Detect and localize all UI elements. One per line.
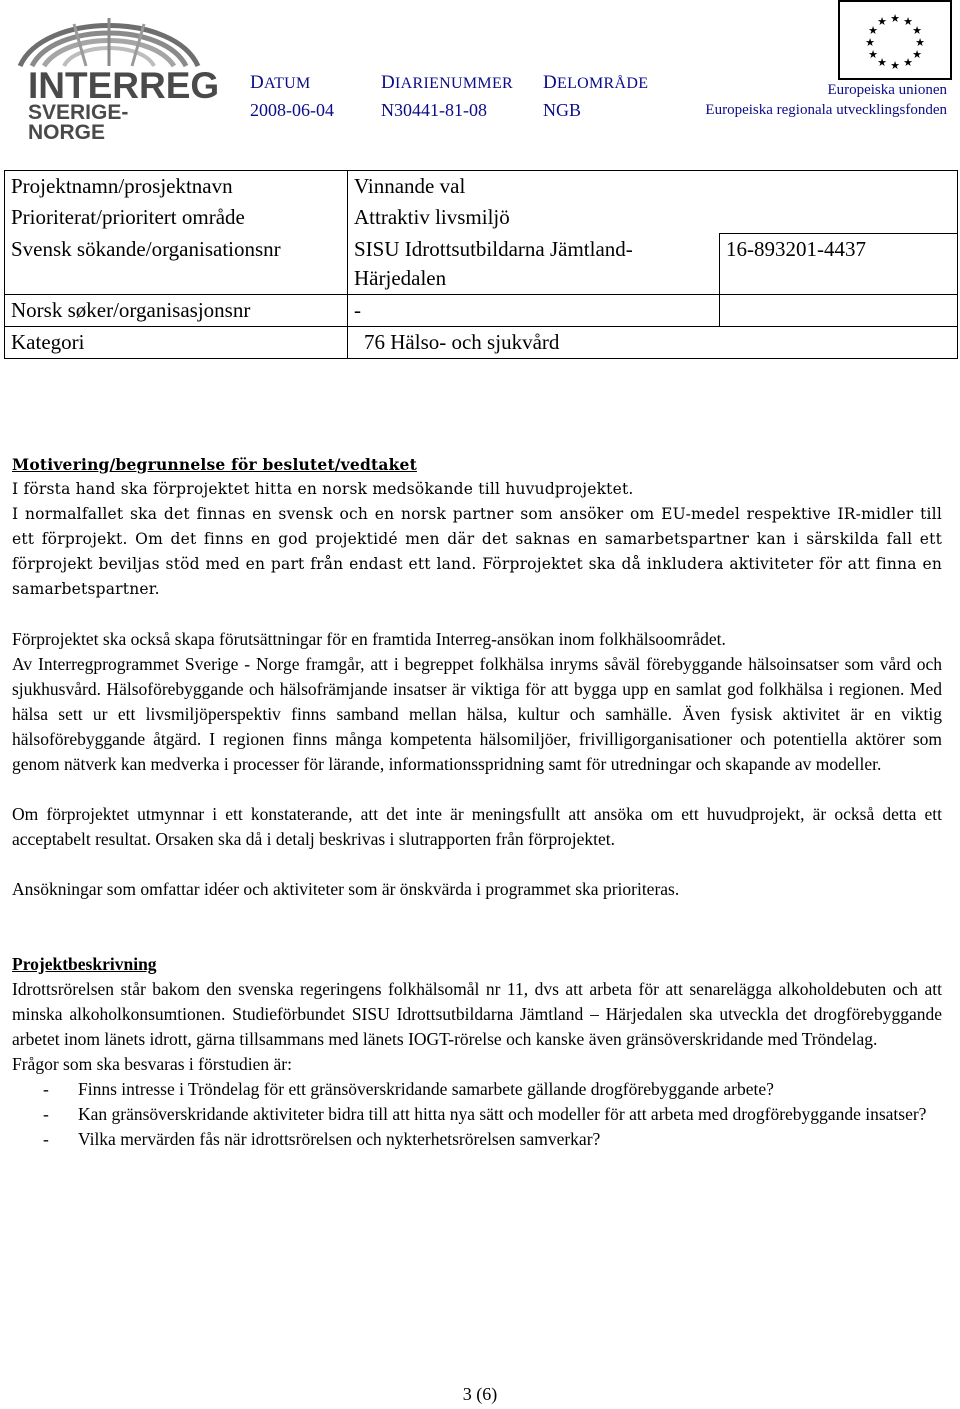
- diary-number-value: N30441-81-08: [381, 100, 487, 120]
- table-row: [5, 326, 958, 358]
- logo-subtitle: SVERIGE-NORGE: [28, 101, 129, 144]
- eu-caption: [705, 80, 947, 120]
- list-item: [12, 1077, 942, 1102]
- svg-text:★: ★: [877, 15, 887, 28]
- svg-text:★: ★: [877, 56, 887, 69]
- empty-cell: [720, 294, 958, 326]
- svg-text:★: ★: [912, 48, 922, 61]
- row-value: Vinnande val: [348, 171, 958, 203]
- list-dash: -: [43, 1104, 49, 1124]
- table-row: [5, 171, 958, 203]
- eu-flag-icon: [838, 0, 952, 80]
- list-dash: -: [43, 1079, 49, 1099]
- org-number: 16-893201-4437: [720, 234, 958, 295]
- eu-line-2: Europeiska regionala utvecklingsfonden: [705, 102, 947, 118]
- motivation-heading: Motivering/begrunnelse för beslutet/vedtaket: [12, 455, 417, 474]
- svg-text:★: ★: [868, 24, 878, 37]
- row-label: Prioriterat/prioritert område: [5, 202, 348, 234]
- list-item-text: Finns intresse i Tröndelag för ett gränsöverskridande samarbete gällande drogförebyggande arbete?: [78, 1079, 774, 1099]
- subarea-value: NGB: [543, 100, 582, 120]
- date-value: 2008-06-04: [250, 100, 334, 120]
- document-body: [12, 452, 942, 1152]
- row-value: SISU Idrottsutbildarna Jämtland-Härjedalen: [348, 234, 720, 295]
- row-value: Attraktiv livsmiljö: [348, 202, 958, 234]
- eu-stars-icon: [840, 2, 950, 78]
- page-number: 3 (6): [462, 1384, 498, 1404]
- table-row: [5, 202, 958, 234]
- body-paragraph-5: Om förprojektet utmynnar i ett konstaterande, att det inte är meningsfullt att ansöka om ett huvudprojekt, är också detta ett acceptabelt resultat. Orsaken ska då i detalj beskrivas i slutrapporten från förprojektet.: [12, 804, 942, 849]
- diary-number-label: DIARIENUMMER: [381, 72, 513, 93]
- row-label: Norsk søker/organisasjonsnr: [5, 294, 348, 326]
- logo-wordmark: INTERREG: [28, 65, 220, 106]
- date-block: [250, 70, 334, 123]
- project-info-table: [4, 170, 958, 359]
- svg-text:★: ★: [868, 48, 878, 61]
- list-item: [12, 1127, 942, 1152]
- motivation-paragraph-2b: Om det finns en god projektidé men där det saknas en samarbetspartner kan i särskilda fall ett förprojekt beviljas stöd med en part från endast ett land. Förprojektet ska då inkludera aktiviteter för att finna en samarbetspartner.: [12, 530, 942, 598]
- svg-text:★: ★: [915, 36, 925, 49]
- motivation-paragraph-2: [12, 502, 942, 602]
- list-item: [12, 1102, 942, 1127]
- row-label: Svensk sökande/organisationsnr: [5, 234, 348, 295]
- interreg-arch-icon: [14, 8, 204, 70]
- diary-number-block: [381, 70, 513, 123]
- motivation-paragraph-2a: I normalfallet ska det finnas en svensk och en norsk partner som ansöker om EU-medel respektive IR-midler till ett förprojekt.: [12, 505, 942, 548]
- svg-text:★: ★: [890, 12, 900, 25]
- motivation-paragraph-1: I första hand ska förprojektet hitta en norsk medsökande till huvudprojektet.: [12, 480, 634, 498]
- svg-text:★: ★: [865, 36, 875, 49]
- table-row: [5, 294, 958, 326]
- list-item-text: Vilka mervärden fås när idrottsrörelsen och nykterhetsrörelsen samverkar?: [78, 1129, 601, 1149]
- eu-line-1: Europeiska unionen: [827, 82, 947, 98]
- row-label: Kategori: [5, 326, 348, 358]
- page-header: [0, 0, 960, 144]
- table-row: [5, 234, 958, 295]
- body-paragraph-6: Ansökningar som omfattar idéer och aktiviteter som är önskvärda i programmet ska prioriteras.: [12, 879, 680, 899]
- body-paragraph-4: Av Interregprogrammet Sverige - Norge framgår, att i begreppet folkhälsa inryms såväl förebyggande hälsoinsatser som vård och sjukhusvård. Hälsoförebyggande och hälsofrämjande insatser är viktiga för att bygga upp en samlat god folkhälsa i regionen. Med hälsa sett ur ett livsmiljöperspektiv finns samband mellan hälsa, kultur och samhälle. Även fysisk aktivitet är en viktig hälsoförebyggande åtgärd. I regionen finns många kompetenta hälsomiljöer, frivilligorganisationer och potentiella aktörer som genom nätverk kan medverka i processer för lärande, informationsspridning samt för utredningar och skapande av modeller.: [12, 654, 942, 774]
- svg-text:★: ★: [912, 24, 922, 37]
- body-paragraph-3: Förprojektet ska också skapa förutsättningar för en framtida Interreg-ansökan inom folkhälsoområdet.: [12, 629, 726, 649]
- row-label: Projektnamn/prosjektnavn: [5, 171, 348, 203]
- svg-text:★: ★: [903, 56, 913, 69]
- list-item-text: Kan gränsöverskridande aktiviteter bidra till att hitta nya sätt och modeller för att arbeta med drogförebyggande insatser?: [78, 1104, 927, 1124]
- description-paragraph-1: Idrottsrörelsen står bakom den svenska regeringens folkhälsomål nr 11, dvs att arbeta för att senarelägga alkoholdebuten och att minska alkoholkonsumtionen. Studieförbundet SISU Idrottsutbildarna Jämtland – Härjedalen ska utveckla det drogförebyggande arbetet inom länets idrott, gärna tillsammans med länets IOGT-rörelse och kanske även gränsöverskridande med Tröndelag.: [12, 979, 942, 1049]
- svg-text:★: ★: [890, 59, 900, 72]
- subarea-label: DELOMRÅDE: [543, 72, 649, 93]
- interreg-logo: [14, 8, 220, 144]
- subarea-block: [543, 70, 648, 123]
- row-value: -: [348, 294, 720, 326]
- description-heading: Projektbeskrivning: [12, 954, 157, 974]
- question-list: [12, 1077, 942, 1152]
- svg-text:★: ★: [903, 15, 913, 28]
- motivation-section: [12, 452, 942, 602]
- description-paragraph-2: Frågor som ska besvaras i förstudien är:: [12, 1054, 292, 1074]
- date-label: DATUM: [250, 72, 311, 93]
- row-value: 76 Hälso- och sjukvård: [348, 326, 958, 358]
- list-dash: -: [43, 1129, 49, 1149]
